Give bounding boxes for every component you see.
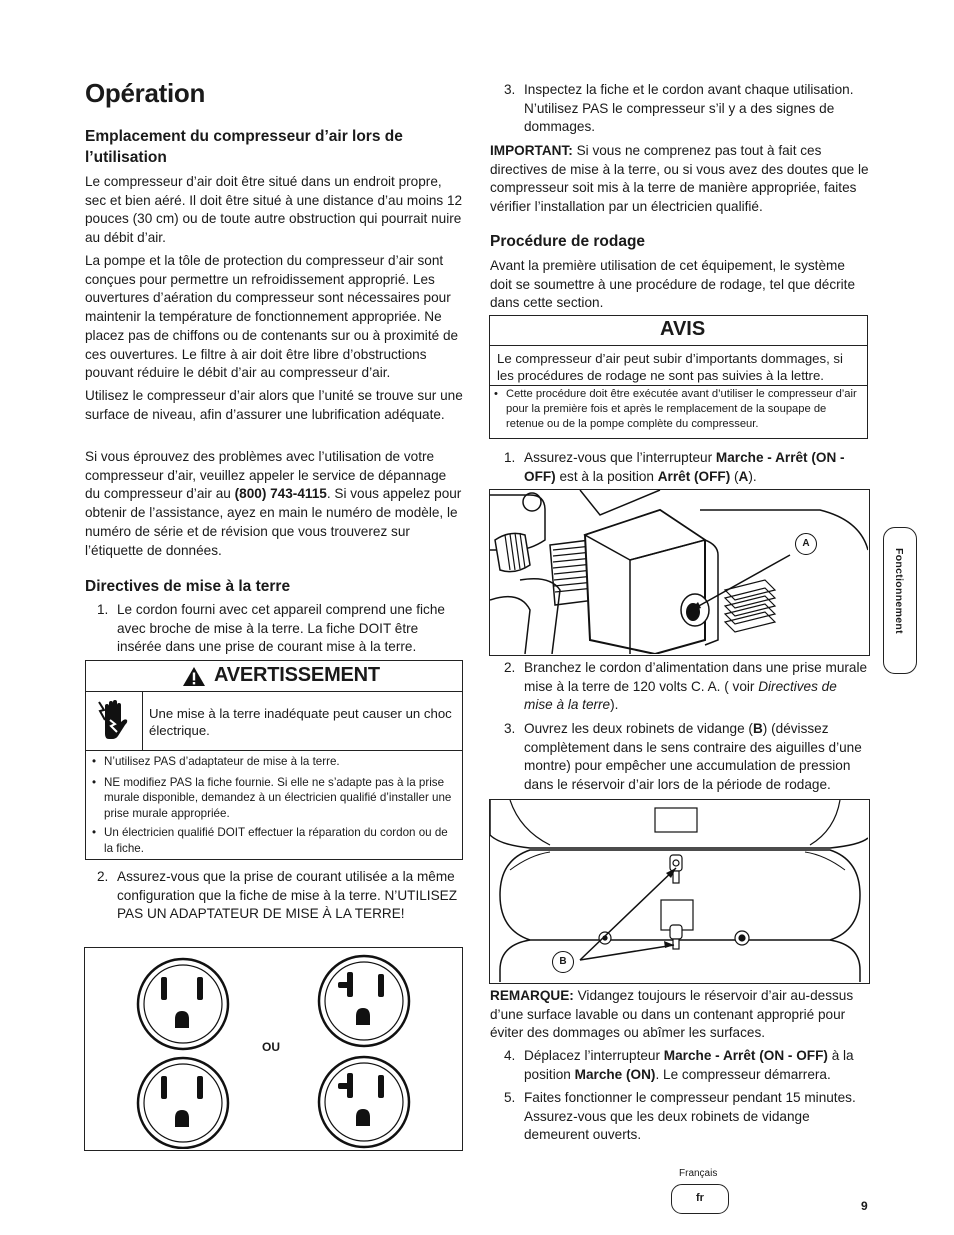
warning-triangle-icon <box>182 666 206 687</box>
warning-box <box>85 660 463 860</box>
notice-message: Le compresseur d’air peut subir d’importants dommages, si les procédures de rodage ne sont pas suivies à la lettre. <box>497 351 843 383</box>
list-number: 3. <box>504 721 516 736</box>
emplacement-paragraph-1: Le compresseur d’air doit être situé dans un endroit propre, sec et bien aéré. Il doit être situé à une distance d’au moins 12 pouces (30 cm) ou de toute autre obstruction qui pourrait nuire au débit d’air. <box>85 174 463 246</box>
list-number: 5. <box>504 1090 516 1105</box>
outlet-icon <box>319 956 409 1046</box>
warning-bullet: • N’utilisez PAS d’adaptateur de mise à la terre. <box>88 754 458 770</box>
warning-bullet: • Un électricien qualifié DOIT effectuer la réparation du cordon ou de la fiche. <box>88 825 458 856</box>
list-number: 1. <box>97 602 109 617</box>
outlets-figure <box>84 947 463 1151</box>
air-tank-illustration <box>490 800 868 982</box>
callout-a: A <box>795 533 817 555</box>
grounding-item-2: Assurez-vous que la prise de courant utilisée a la même configuration que la fiche de mise à la terre. N’UTILISEZ PAS UN ADAPTATEUR DE MISE À LA TERRE! <box>117 869 458 922</box>
remarque-note: REMARQUE: Vidangez toujours le réservoir d’air au-dessus d’une surface lavable ou dans un contenant approprié pour éviter des dommages ou abîmer les surfaces. <box>490 988 854 1041</box>
important-note: IMPORTANT: Si vous ne comprenez pas tout à fait ces directives de mise à la terre, ou si vous avez des doutes que le compresseur soit mis à la terre de manière appropriée, faites vérifier l’installation par un électricien qualifié. <box>490 143 869 215</box>
support-phone-number: (800) 743-4115 <box>234 486 327 502</box>
emplacement-paragraph-4: Si vous éprouvez des problèmes avec l’utilisation de votre compresseur d’air, veuillez appeler le service de dépannage du compresseur d’air au (800) 743-4115. Si vous appelez pour obtenir de l’assistance, ayez en main le numéro de modèle, le numéro de série et de révision que vous trouverez sur l’étiquette de données. <box>85 449 462 558</box>
notice-box <box>489 315 868 439</box>
grounding-item-3: Inspectez la fiche et le cordon avant chaque utilisation. N’utilisez PAS le compresseur s’il y a des signes de dommages. <box>524 82 854 135</box>
notice-header <box>490 316 867 346</box>
grounding-item-1: Le cordon fourni avec cet appareil comprend une fiche avec broche de mise à la terre. La fiche DOIT être insérée dans une prise de courant mise à la terre. <box>117 602 445 655</box>
page-title: Opération <box>85 78 206 108</box>
section-side-tab <box>883 527 917 674</box>
list-number: 1. <box>504 450 516 465</box>
warning-bullet-list <box>88 754 458 856</box>
warning-title: AVERTISSEMENT <box>214 664 380 686</box>
section-heading-mise-a-la-terre: Directives de mise à la terre <box>85 578 291 595</box>
page-number: 9 <box>861 1199 868 1213</box>
rodage-intro: Avant la première utilisation de cet équipement, le système doit se soumettre à une procédure de rodage, tel que décrite dans cette section. <box>490 258 856 311</box>
side-tab-label: Fonctionnement <box>893 548 905 634</box>
section-heading-emplacement: Emplacement du compresseur d’air lors de l’utilisation <box>85 128 403 166</box>
rodage-step-2: Branchez le cordon d’alimentation dans une prise murale mise à la terre de 120 volts C. A. ( voir Directives de mise à la terre). <box>524 660 868 713</box>
electric-shock-hand-icon <box>96 698 134 744</box>
emplacement-paragraph-3: Utilisez le compresseur d’air alors que l’unité se trouve sur une surface de niveau, afin d’assurer une lubrification adéquate. <box>85 388 463 422</box>
notice-bullet: • Cette procédure doit être exécutée avant d’utiliser le compresseur d’air pour la première fois et après le remplacement de la soupape de retenue ou de la pompe complète du compresseur. <box>490 387 864 432</box>
list-number: 4. <box>504 1048 516 1063</box>
notice-title: AVIS <box>660 318 706 340</box>
outlet-icon <box>138 1058 228 1148</box>
important-label: IMPORTANT: <box>490 143 573 158</box>
warning-message: Une mise à la terre inadéquate peut causer un choc électrique. <box>149 706 452 738</box>
outlet-icon <box>319 1057 409 1147</box>
warning-header <box>86 661 462 692</box>
emplacement-paragraph-2: La pompe et la tôle de protection du compresseur d’air sont conçues pour permettre un refroidissement approprié. Les ouvertures d’aération du compresseur sont nécessaires pour maintenir la température de fonctionnement appropriée. Ne placez pas de chiffons ou de contenants sur ou à proximité de ces ouvertures. Le filtre à air doit être libre d’obstructions pouvant réduire le débit d’air au compresseur d’air. <box>85 253 459 381</box>
pressure-switch-illustration <box>490 490 868 654</box>
warning-bullet: • NE modifiez PAS la fiche fournie. Si elle ne s’adapte pas à la prise murale disponible, demandez à un électricien qualifié d’installer une prise murale appropriée. <box>88 775 458 822</box>
outlets-or-label: OU <box>262 1040 280 1054</box>
list-number: 2. <box>504 660 516 675</box>
list-number: 3. <box>504 82 516 97</box>
rodage-step-5: Faites fonctionner le compresseur pendant 15 minutes. Assurez-vous que les deux robinets de vidange demeurent ouverts. <box>524 1090 856 1143</box>
drain-valves-figure <box>489 799 870 984</box>
rodage-step-3: Ouvrez les deux robinets de vidange (B) (dévissez complètement dans le sens contraire des aiguilles d’une montre) pour empêcher une accumulation de pression dans le réservoir d’air lors de la période de rodage. <box>524 721 862 793</box>
outlet-icon <box>138 959 228 1049</box>
shock-icon-cell <box>86 692 143 750</box>
section-heading-rodage: Procédure de rodage <box>490 233 646 250</box>
language-tab: fr <box>671 1184 729 1214</box>
footer-language: Français <box>679 1168 718 1179</box>
list-number: 2. <box>97 869 109 884</box>
callout-b: B <box>552 951 574 973</box>
pressure-switch-figure <box>489 489 870 656</box>
rodage-step-1: Assurez-vous que l’interrupteur Marche - Arrêt (ON - OFF) est à la position Arrêt (OFF) (A). <box>524 450 845 484</box>
rodage-step-4: Déplacez l’interrupteur Marche - Arrêt (ON - OFF) à la position Marche (ON). Le compresseur démarrera. <box>524 1048 854 1082</box>
